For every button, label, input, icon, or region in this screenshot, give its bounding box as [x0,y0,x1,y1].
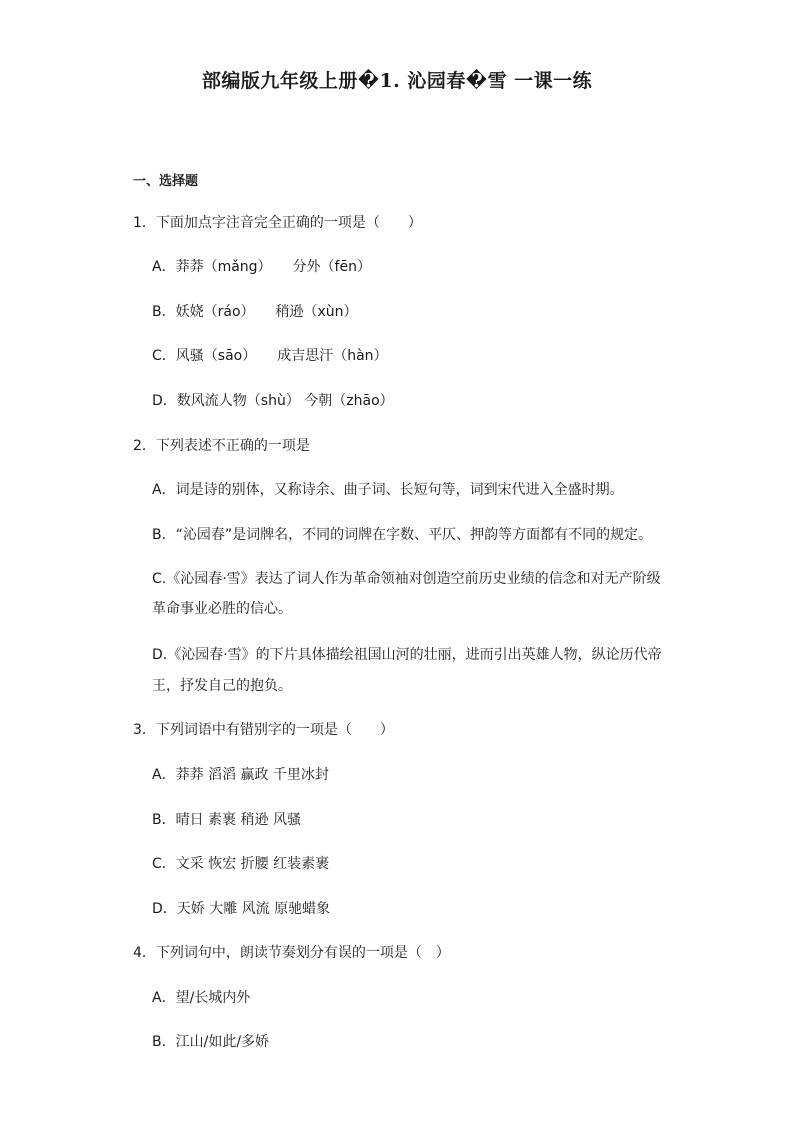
question-2-option-c-cont: 革命事业必胜的信心。 [152,601,292,617]
question-2-option-d-cont: 王，抒发自己的抱负。 [152,678,292,694]
question-3-option-d: D．天娇 大雕 风流 原驰蜡象 [152,901,331,917]
question-3-option-a: A．莽莽 滔滔 赢政 千里冰封 [152,767,329,783]
page-title: 部编版九年级上册�1. 沁园春�雪 一课一练 [201,70,593,92]
question-3-option-c: C．文采 恢宏 折腰 红装素裹 [152,856,330,872]
question-2-option-c: C.《沁园春·雪》表达了词人作为革命领袖对创造空前历史业绩的信念和对无产阶级 [152,571,661,587]
question-1-option-c: C．风骚（sāo） 成吉思汗（hàn） [152,348,388,364]
question-2-option-a: A．词是诗的别体，又称诗余、曲子词、长短句等，词到宋代进入全盛时期。 [152,482,624,498]
question-1-option-a: A．莽莽（mǎng） 分外（fēn） [152,259,371,275]
question-4-option-a: A．望/长城内外 [152,990,251,1006]
question-2-option-d: D.《沁园春·雪》的下片具体描绘祖国山河的壮丽，进而引出英雄人物，纵论历代帝 [152,647,662,663]
question-2-stem: 2．下列表述不正确的一项是 [133,438,310,454]
question-1-option-d: D．数风流人物（shù） 今朝（zhāo） [152,393,394,409]
question-3-stem: 3．下列词语中有错别字的一项是（ ） [133,722,394,738]
question-1-option-b: B．妖娆（ráo） 稍逊（xùn） [152,304,358,320]
question-4-option-b: B．江山/如此/多娇 [152,1034,270,1050]
question-4-stem: 4．下列词句中，朗读节奏划分有误的一项是（ ） [133,945,450,961]
question-2-option-b: B．“沁园春”是词牌名，不同的词牌在字数、平仄、押韵等方面都有不同的规定。 [152,527,653,543]
question-1-stem: 1．下面加点字注音完全正确的一项是（ ） [133,215,422,231]
question-3-option-b: B．晴日 素裹 稍逊 风骚 [152,812,301,828]
section-heading: 一、选择题 [133,174,199,189]
